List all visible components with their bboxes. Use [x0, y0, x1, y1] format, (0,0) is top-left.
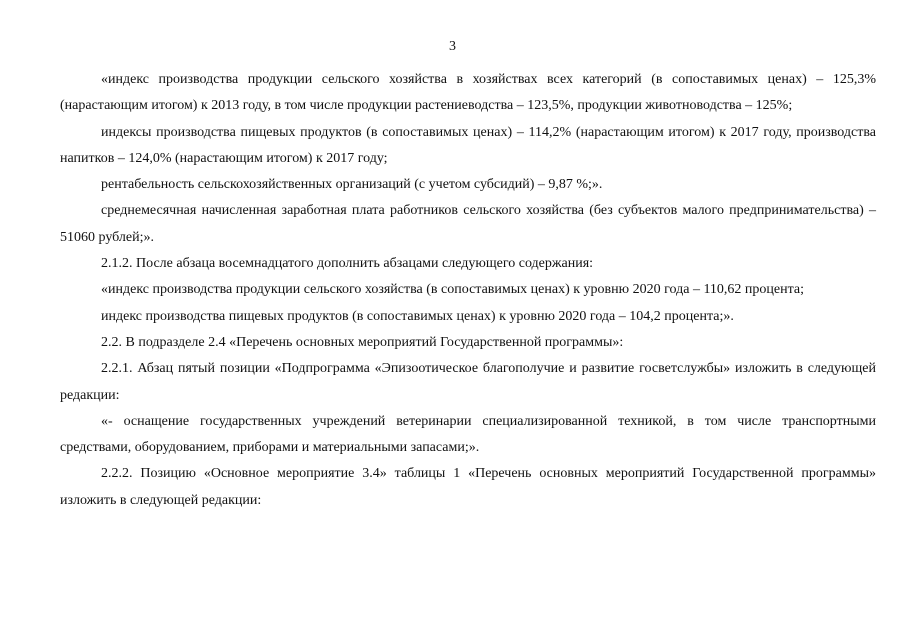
paragraph-2-2: 2.2. В подразделе 2.4 «Перечень основных мероприятий Государственной программы»:: [101, 334, 624, 350]
document-body: [60, 67, 876, 514]
page-number: 3: [449, 39, 456, 54]
paragraph-2-2-1: 2.2.1. Абзац пятый позиции «Подпрограмма «Эпизоотическое благополучие и развитие госветслужбы» изложить в следующей редакции:: [60, 361, 876, 403]
paragraph-production-index: «индекс производства продукции сельского хозяйства в хозяйствах всех категорий (в сопоставимых ценах) – 125,3% (нарастающим итогом) к 2013 году, в том числе продукции растениеводства – 123,5%, продукции животноводства – 125%;: [60, 72, 876, 114]
paragraph-average-salary: среднемесячная начисленная заработная плата работников сельского хозяйства (без субъектов малого предпринимательства) – 51060 рублей;».: [60, 203, 876, 245]
paragraph-2-1-2: 2.1.2. После абзаца восемнадцатого дополнить абзацами следующего содержания:: [101, 256, 594, 272]
paragraph-food-index: индексы производства пищевых продуктов (в сопоставимых ценах) – 114,2% (нарастающим итогом) к 2017 году, производства напитков – 124,0% (нарастающим итогом) к 2017 году;: [60, 124, 876, 166]
paragraph-profitability: рентабельность сельскохозяйственных организаций (с учетом субсидий) – 9,87 %;».: [101, 177, 603, 193]
paragraph-food-index-2020: индекс производства пищевых продуктов (в сопоставимых ценах) к уровню 2020 года – 104,2 процента;».: [101, 308, 734, 324]
paragraph-2-2-2: 2.2.2. Позицию «Основное мероприятие 3.4» таблицы 1 «Перечень основных мероприятий Государственной программы» изложить в следующей редакции:: [60, 466, 876, 508]
paragraph-agri-index-2020: «индекс производства продукции сельского хозяйства (в сопоставимых ценах) к уровню 2020 года – 110,62 процента;: [101, 282, 805, 298]
paragraph-veterinary-equipment: «- оснащение государственных учреждений ветеринарии специализированной техникой, в том числе транспортными средствами, оборудованием, приборами и материальными запасами;».: [60, 413, 876, 456]
